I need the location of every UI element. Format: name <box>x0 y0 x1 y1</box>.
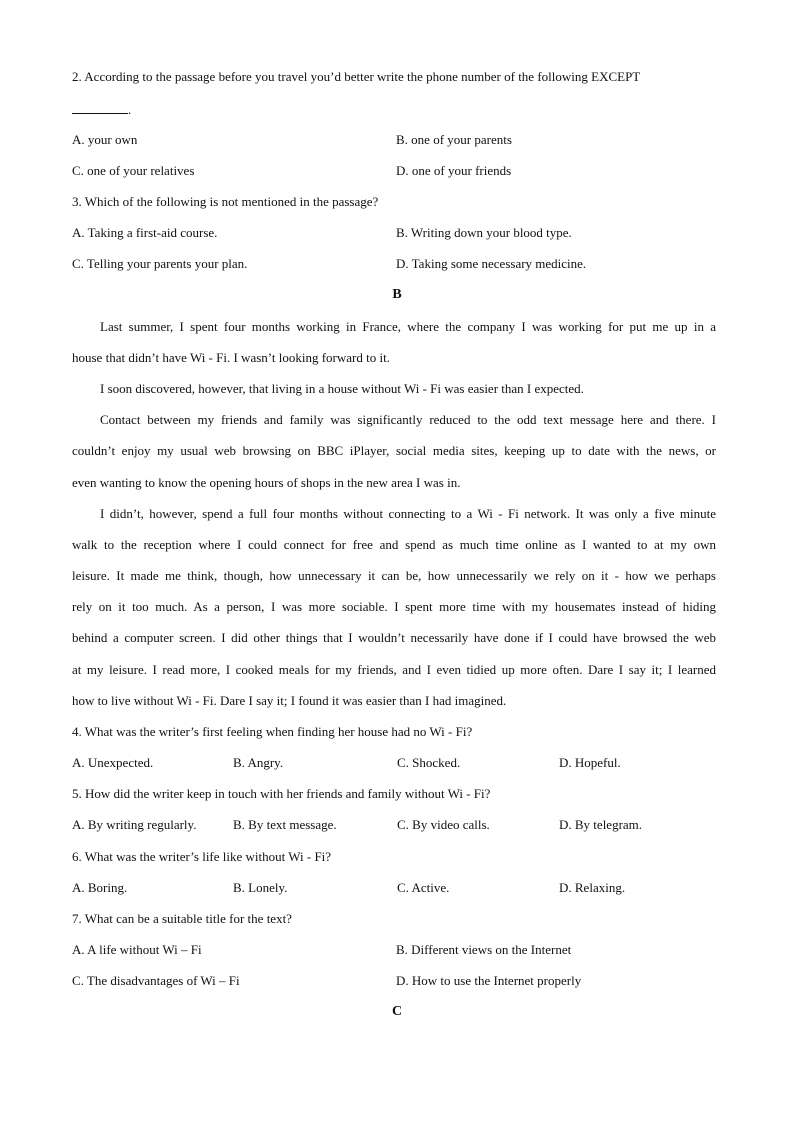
passage-line: even wanting to know the opening hours of shops in the new area I was in. <box>72 475 461 490</box>
q3-option-b: B. Writing down your blood type. <box>396 225 572 240</box>
q5-option-c: C. By video calls. <box>397 817 490 832</box>
passage-line: I didn’t, however, spend a full four months without connecting to a Wi - Fi network. It was only a five minute <box>100 506 716 521</box>
passage-line: Contact between my friends and family was significantly reduced to the odd text message here and there. I <box>100 412 716 427</box>
q4-stem: 4. What was the writer’s first feeling when finding her house had no Wi - Fi? <box>72 724 473 739</box>
q7-option-c: C. The disadvantages of Wi – Fi <box>72 973 240 988</box>
q4-option-a: A. Unexpected. <box>72 755 154 770</box>
q4-option-d: D. Hopeful. <box>559 755 621 770</box>
passage-line: behind a computer screen. I did other things that I wouldn’t necessarily have done if I could have browsed the web <box>72 630 716 645</box>
q7-option-d: D. How to use the Internet properly <box>396 973 582 988</box>
q6-stem: 6. What was the writer’s life like without Wi - Fi? <box>72 849 332 864</box>
passage-line: walk to the reception where I could connect for free and spend as much time online as I wanted to at my own <box>72 537 716 552</box>
q5-stem: 5. How did the writer keep in touch with her friends and family without Wi - Fi? <box>72 786 491 801</box>
q2-option-b: B. one of your parents <box>396 132 512 147</box>
q3-stem: 3. Which of the following is not mentioned in the passage? <box>72 194 379 209</box>
q5-option-a: A. By writing regularly. <box>72 817 197 832</box>
passage-line: couldn’t enjoy my usual web browsing on BBC iPlayer, social media sites, keeping up to date with the news, or <box>72 443 716 458</box>
q4-option-b: B. Angry. <box>233 755 284 770</box>
passage-line: I soon discovered, however, that living in a house without Wi - Fi was easier than I expected. <box>100 381 584 396</box>
passage-line: house that didn’t have Wi - Fi. I wasn’t looking forward to it. <box>72 350 390 365</box>
q2-stem: 2. According to the passage before you travel you’d better write the phone number of the following EXCEPT <box>72 69 641 84</box>
answer-blank <box>72 101 128 114</box>
q6-option-b: B. Lonely. <box>233 880 288 895</box>
passage-line: leisure. It made me think, though, how unnecessary it can be, how unnecessarily we rely on it - how we perhaps <box>72 568 716 583</box>
q3-option-d: D. Taking some necessary medicine. <box>396 256 587 271</box>
q3-option-a: A. Taking a first-aid course. <box>72 225 218 240</box>
q7-stem: 7. What can be a suitable title for the text? <box>72 911 292 926</box>
q5-option-b: B. By text message. <box>233 817 337 832</box>
q6-option-d: D. Relaxing. <box>559 880 626 895</box>
q2-option-a: A. your own <box>72 132 138 147</box>
q7-option-a: A. A life without Wi – Fi <box>72 942 202 957</box>
q2-option-d: D. one of your friends <box>396 163 512 178</box>
q3-option-c: C. Telling your parents your plan. <box>72 256 248 271</box>
q5-option-d: D. By telegram. <box>559 817 643 832</box>
passage-line: at my leisure. I read more, I cooked meals for my friends, and I even tidied up more often. Dare I say it; I learned <box>72 662 716 677</box>
passage-line: how to live without Wi - Fi. Dare I say it; I found it was easier than I had imagined. <box>72 693 507 708</box>
q2-blank-line <box>72 101 131 118</box>
section-c-heading: C <box>391 1004 403 1019</box>
q4-option-c: C. Shocked. <box>397 755 461 770</box>
passage-line: Last summer, I spent four months working in France, where the company I was working for put me up in a <box>100 319 716 334</box>
q6-option-c: C. Active. <box>397 880 450 895</box>
q6-option-a: A. Boring. <box>72 880 128 895</box>
passage-line: rely on it too much. As a person, I was more sociable. I spent more time with my housemates instead of hiding <box>72 599 716 614</box>
q2-option-c: C. one of your relatives <box>72 163 195 178</box>
section-b-heading: B <box>392 287 402 302</box>
q2-blank-tail: . <box>128 102 132 117</box>
q7-option-b: B. Different views on the Internet <box>396 942 572 957</box>
